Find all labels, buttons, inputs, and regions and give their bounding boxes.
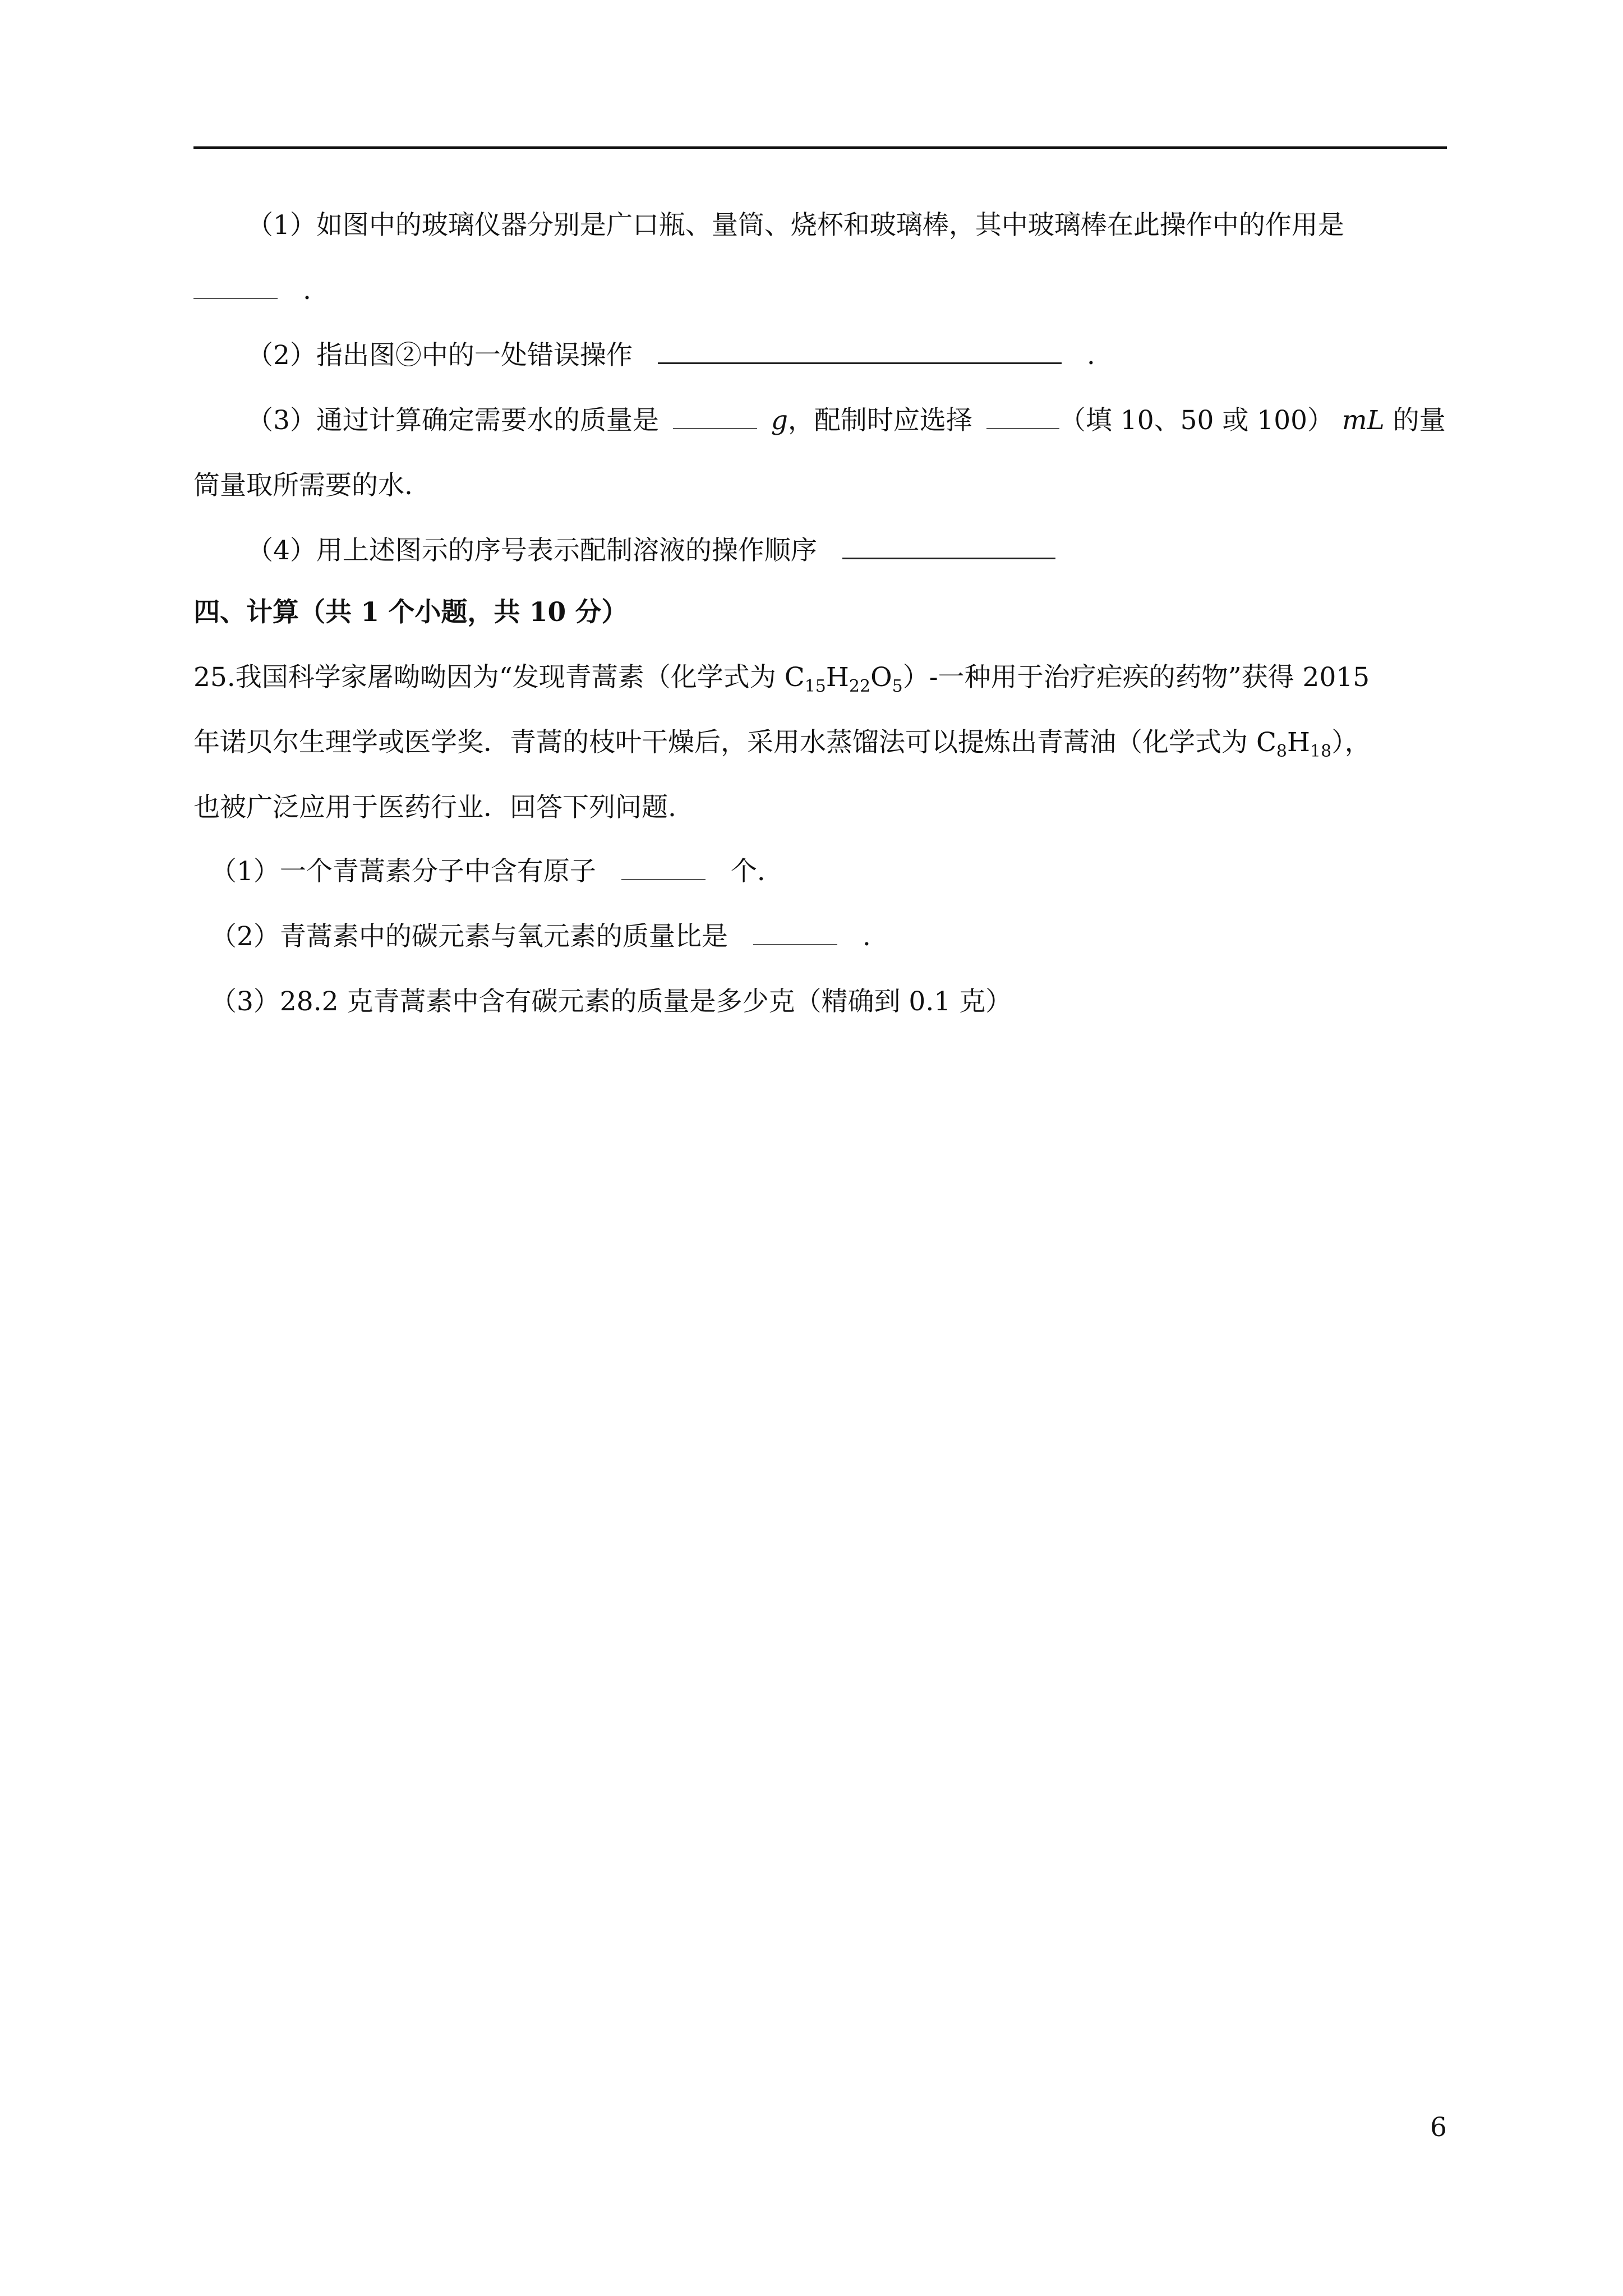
q25-part2-answer-blank[interactable] (753, 922, 837, 945)
q24-part4-answer-blank[interactable] (842, 535, 1055, 559)
q25-line1 (193, 661, 1370, 694)
q24-part4-text: （4）用上述图示的序号表示配制溶液的操作顺序 (247, 535, 817, 566)
q24-part3-unit-ml: mL (1341, 405, 1385, 436)
q25-line1-o: O (870, 662, 892, 693)
q25-part1-end: 个. (730, 856, 766, 887)
q25-oil-subscript-h: 18 (1310, 742, 1332, 761)
page-number: 6 (1430, 2112, 1447, 2143)
q25-part3-text: （3）28.2 克青蒿素中含有碳元素的质量是多少克（精确到 0.1 克） (210, 986, 1012, 1017)
q25-part2-period: . (862, 921, 871, 952)
q25-line1-h: H (826, 662, 849, 693)
q25-part2-line (210, 920, 871, 954)
q24-part3-cylinder-blank[interactable] (986, 406, 1059, 429)
q24-part3-text-d: 的量 (1393, 405, 1446, 436)
q24-part1-line2 (193, 274, 311, 307)
q25-subscript-o: 5 (892, 677, 903, 696)
section-heading (193, 596, 628, 629)
q25-subscript-c: 15 (804, 677, 826, 696)
q24-part1-line1 (247, 209, 1344, 242)
q24-part1-period: . (302, 275, 311, 306)
q25-part1-text: （1）一个青蒿素分子中含有原子 (210, 856, 596, 887)
q24-part2-answer-blank[interactable] (658, 340, 1062, 364)
q25-line2-text-a: 年诺贝尔生理学或医学奖．青蒿的枝叶干燥后，采用水蒸馏法可以提炼出青蒿油（化学式为 C (193, 727, 1276, 758)
header-rule (193, 146, 1447, 149)
q24-part3-unit-g: g (771, 405, 788, 436)
q24-part3-mass-blank[interactable] (673, 406, 757, 429)
q25-line1-text-a: 25.我国科学家屠呦呦因为“发现青蒿素（化学式为 C (193, 662, 805, 693)
q24-part2-period: . (1086, 340, 1095, 371)
q24-part3-line1 (247, 404, 1446, 438)
q25-line1-text-d: ）-一种用于治疗疟疾的药物”获得 2015 (902, 662, 1370, 693)
q25-line2 (193, 726, 1371, 760)
q24-part2-text: （2）指出图②中的一处错误操作 (247, 340, 633, 371)
q24-part3-line2 (193, 469, 413, 503)
q25-subscript-h: 22 (849, 677, 871, 696)
q24-part1-text: （1）如图中的玻璃仪器分别是广口瓶、量筒、烧杯和玻璃棒，其中玻璃棒在此操作中的作用是 (247, 210, 1344, 241)
q25-line3 (193, 791, 676, 825)
q24-part2-line (247, 339, 1095, 372)
q25-line2-h: H (1287, 727, 1310, 758)
q24-part1-answer-blank[interactable] (193, 275, 278, 299)
q24-part3-text-b: ，配制时应选择 (787, 405, 972, 436)
section-heading-text: 四、计算（共 1 个小题，共 10 分） (193, 597, 628, 628)
q25-part1-answer-blank[interactable] (621, 857, 706, 880)
q25-part3-line (210, 985, 1012, 1019)
q25-part1-line (210, 855, 766, 889)
q25-part2-text: （2）青蒿素中的碳元素与氧元素的质量比是 (210, 921, 728, 952)
q24-part3-text-c: （填 10、50 或 100） (1059, 405, 1334, 436)
q25-oil-subscript-c: 8 (1276, 742, 1287, 761)
q24-part3-line2-text: 筒量取所需要的水. (193, 470, 413, 501)
q25-line3-text: 也被广泛应用于医药行业．回答下列问题. (193, 792, 676, 823)
q24-part4-line (247, 534, 1055, 568)
q25-line2-text-c: ）， (1331, 727, 1371, 758)
q24-part3-text-a: （3）通过计算确定需要水的质量是 (247, 405, 659, 436)
